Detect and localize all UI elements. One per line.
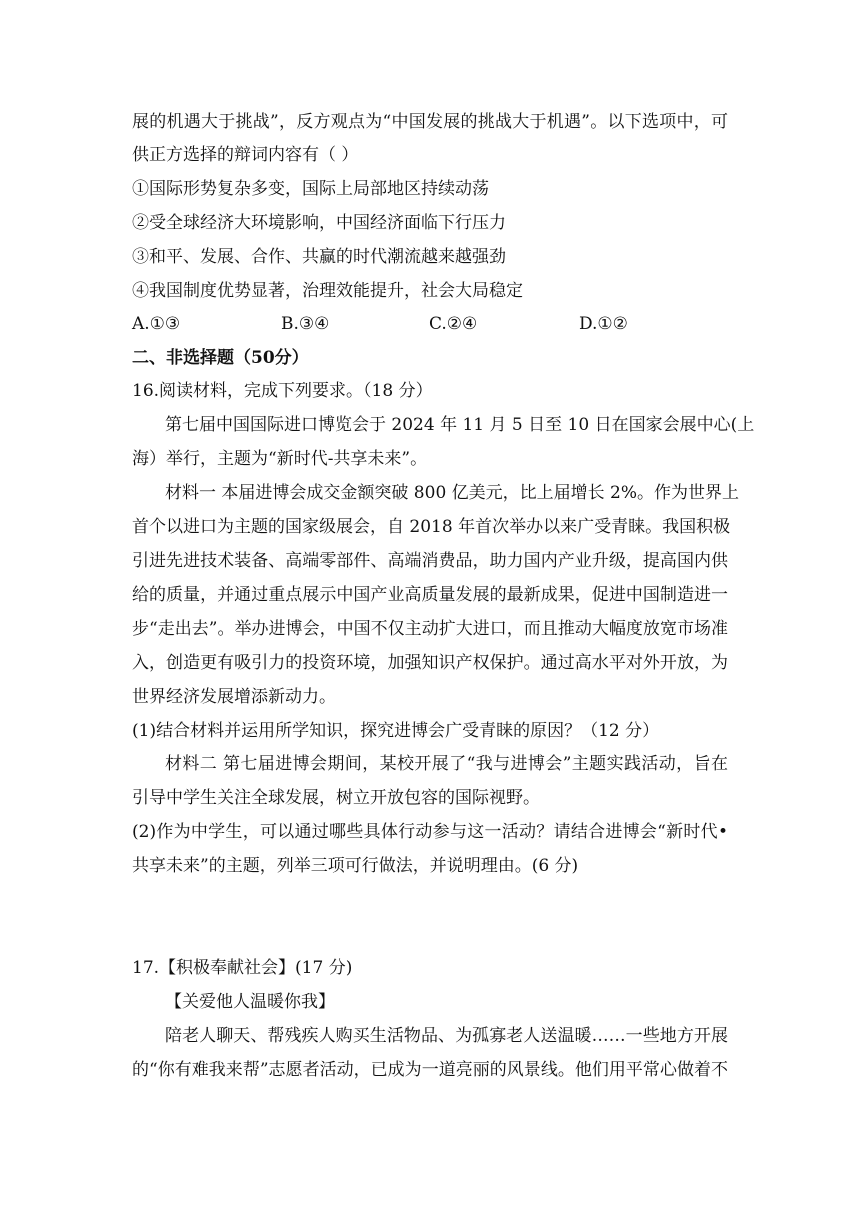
q15-options [132, 313, 728, 335]
section-heading: 二、非选择题（50分） [132, 348, 309, 368]
q16-subquestion-2-line2: 共享未来”的主题，列举三项可行做法，并说明理由。(6 分) [132, 856, 579, 876]
material1-line: 入，创造更有吸引力的投资环境，加强知识产权保护。通过高水平对外开放，为 [132, 653, 728, 673]
q17-body-line1: 陪老人聊天、帮残疾人购买生活物品、为孤寡老人送温暖……一些地方开展 [165, 1026, 728, 1046]
option-d: D.①② [579, 314, 628, 334]
q15-item-1: ①国际形势复杂多变，国际上局部地区持续动荡 [132, 179, 489, 199]
q16-subquestion-2-line1: (2)作为中学生，可以通过哪些具体行动参与这一活动？请结合进博会“新时代• [132, 822, 728, 842]
q15-stem-line2: 供正方选择的辩词内容有（ ） [132, 145, 359, 165]
material1-line: 引进先进技术装备、高端零部件、高端消费品，助力国内产业升级，提高国内供 [132, 551, 728, 571]
material1-line: 给的质量，并通过重点展示中国产业高质量发展的最新成果，促进中国制造进一 [132, 585, 728, 605]
q16-title: 16.阅读材料，完成下列要求。（18 分） [132, 381, 433, 401]
option-b: B.③④ [281, 314, 330, 334]
q15-item-4: ④我国制度优势显著，治理效能提升，社会大局稳定 [132, 281, 523, 301]
q15-stem-line1: 展的机遇大于挑战”，反方观点为“中国发展的挑战大于机遇”。以下选项中，可 [132, 112, 728, 132]
q16-subquestion-1: (1)结合材料并运用所学知识，探究进博会广受青睐的原因？（12 分） [132, 721, 660, 741]
material1-line: 步“走出去”。举办进博会，中国不仅主动扩大进口，而且推动大幅度放宽市场准 [132, 619, 728, 639]
q17-title: 17.【积极奉献社会】(17 分) [132, 958, 353, 978]
q15-item-3: ③和平、发展、合作、共赢的时代潮流越来越强劲 [132, 247, 506, 267]
q16-intro-line2: 海）举行，主题为“新时代-共享未来”。 [132, 449, 428, 469]
material2-line1: 材料二 第七届进博会期间，某校开展了“我与进博会”主题实践活动，旨在 [165, 754, 728, 774]
material1-line: 材料一 本届进博会成交金额突破 800 亿美元，比上届增长 2%。作为世界上 [165, 483, 740, 503]
option-a: A.①③ [132, 314, 181, 334]
q15-item-2: ②受全球经济大环境影响，中国经济面临下行压力 [132, 213, 506, 233]
q17-body-line2: 的“你有难我来帮”志愿者活动，已成为一道亮丽的风景线。他们用平常心做着不 [132, 1060, 728, 1080]
material1-line: 首个以进口为主题的国家级展会，自 2018 年首次举办以来广受青睐。我国积极 [132, 517, 731, 537]
q17-subheading: 【关爱他人温暖你我】 [165, 992, 335, 1012]
material1-line: 世界经济发展增添新动力。 [132, 687, 336, 707]
option-c: C.②④ [429, 314, 478, 334]
q16-intro-line1: 第七届中国国际进口博览会于 2024 年 11 月 5 日至 10 日在国家会展中心(上 [165, 415, 755, 435]
material2-line2: 引导中学生关注全球发展，树立开放包容的国际视野。 [132, 788, 540, 808]
